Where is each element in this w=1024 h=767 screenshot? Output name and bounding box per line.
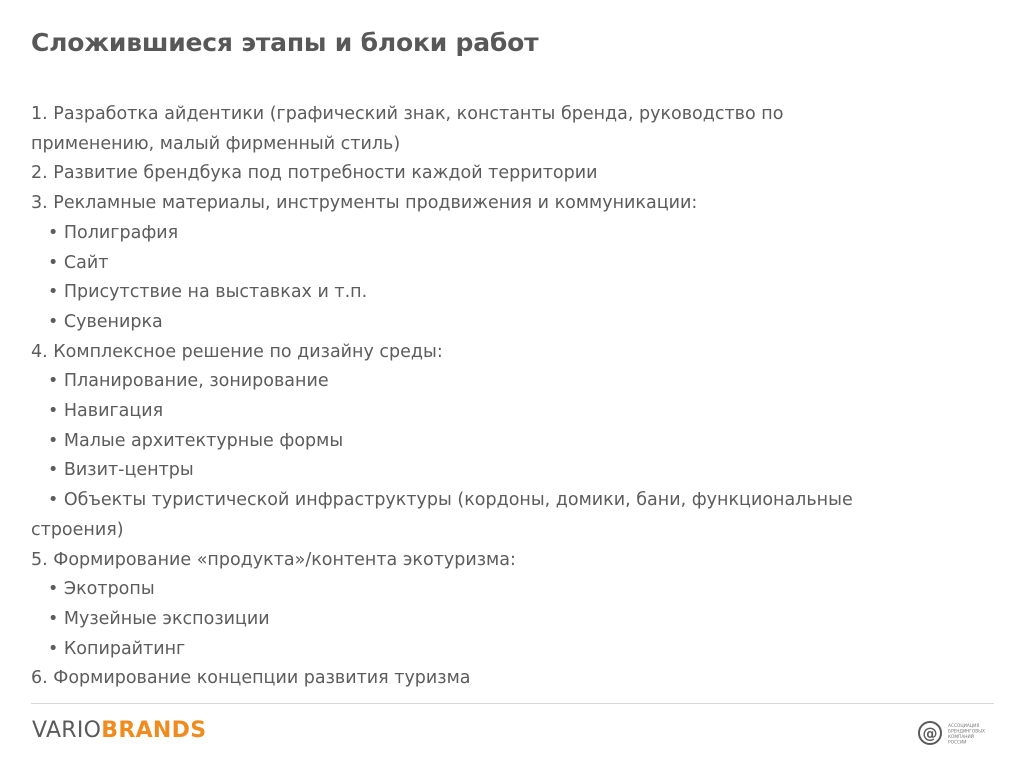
variobrands-logo <box>32 716 206 746</box>
list-item: 3. Рекламные материалы, инструменты продвижения и коммуникации: <box>31 193 698 214</box>
badge-at-symbol: @ <box>922 724 938 743</box>
list-item: 5. Формирование «продукта»/контента экотуризма: <box>31 549 516 570</box>
bullet-item: • Копирайтинг <box>48 638 186 659</box>
bullet-item: • Сайт <box>48 252 109 273</box>
list-item: 1. Разработка айдентики (графический знак, константы бренда, руководство по <box>31 104 784 124</box>
bullet-item: • Навигация <box>48 401 164 422</box>
list-item: 4. Комплексное решение по дизайну среды: <box>31 341 443 362</box>
badge-text-line: БРЕНДИНГОВЫХ <box>948 729 985 735</box>
list-item: 2. Развитие брендбука под потребности каждой территории <box>31 163 598 184</box>
badge-text-line: КОМПАНИЙ <box>948 735 974 740</box>
badge-text-line: РОССИИ <box>948 740 967 746</box>
logo-vario-text: VARIO <box>32 718 102 743</box>
bullet-item: • Присутствие на выставках и т.п. <box>48 282 368 303</box>
slide-title: Сложившиеся этапы и блоки работ <box>31 28 539 57</box>
list-item: 6. Формирование концепции развития туризма <box>31 668 471 689</box>
bullet-item: • Полиграфия <box>48 222 179 243</box>
bullet-item: • Музейные экспозиции <box>48 608 270 629</box>
bullet-item: • Объекты туристической инфраструктуры (кордоны, домики, бани, функциональные <box>48 490 853 511</box>
bullet-item: • Сувенирка <box>48 311 163 332</box>
bullet-item: • Экотропы <box>48 579 155 600</box>
association-badge-icon <box>918 720 998 746</box>
bullet-item: • Малые архитектурные формы <box>48 430 344 451</box>
footer-divider <box>31 703 994 704</box>
content-list <box>31 100 911 694</box>
bullet-item: • Планирование, зонирование <box>48 371 329 392</box>
list-item: применению, малый фирменный стиль) <box>31 133 401 154</box>
badge-text-line: АССОЦИАЦИЯ <box>948 724 980 729</box>
bullet-item: • Визит-центры <box>48 460 194 481</box>
list-item: строения) <box>31 519 124 540</box>
logo-brands-text: BRANDS <box>101 718 207 743</box>
